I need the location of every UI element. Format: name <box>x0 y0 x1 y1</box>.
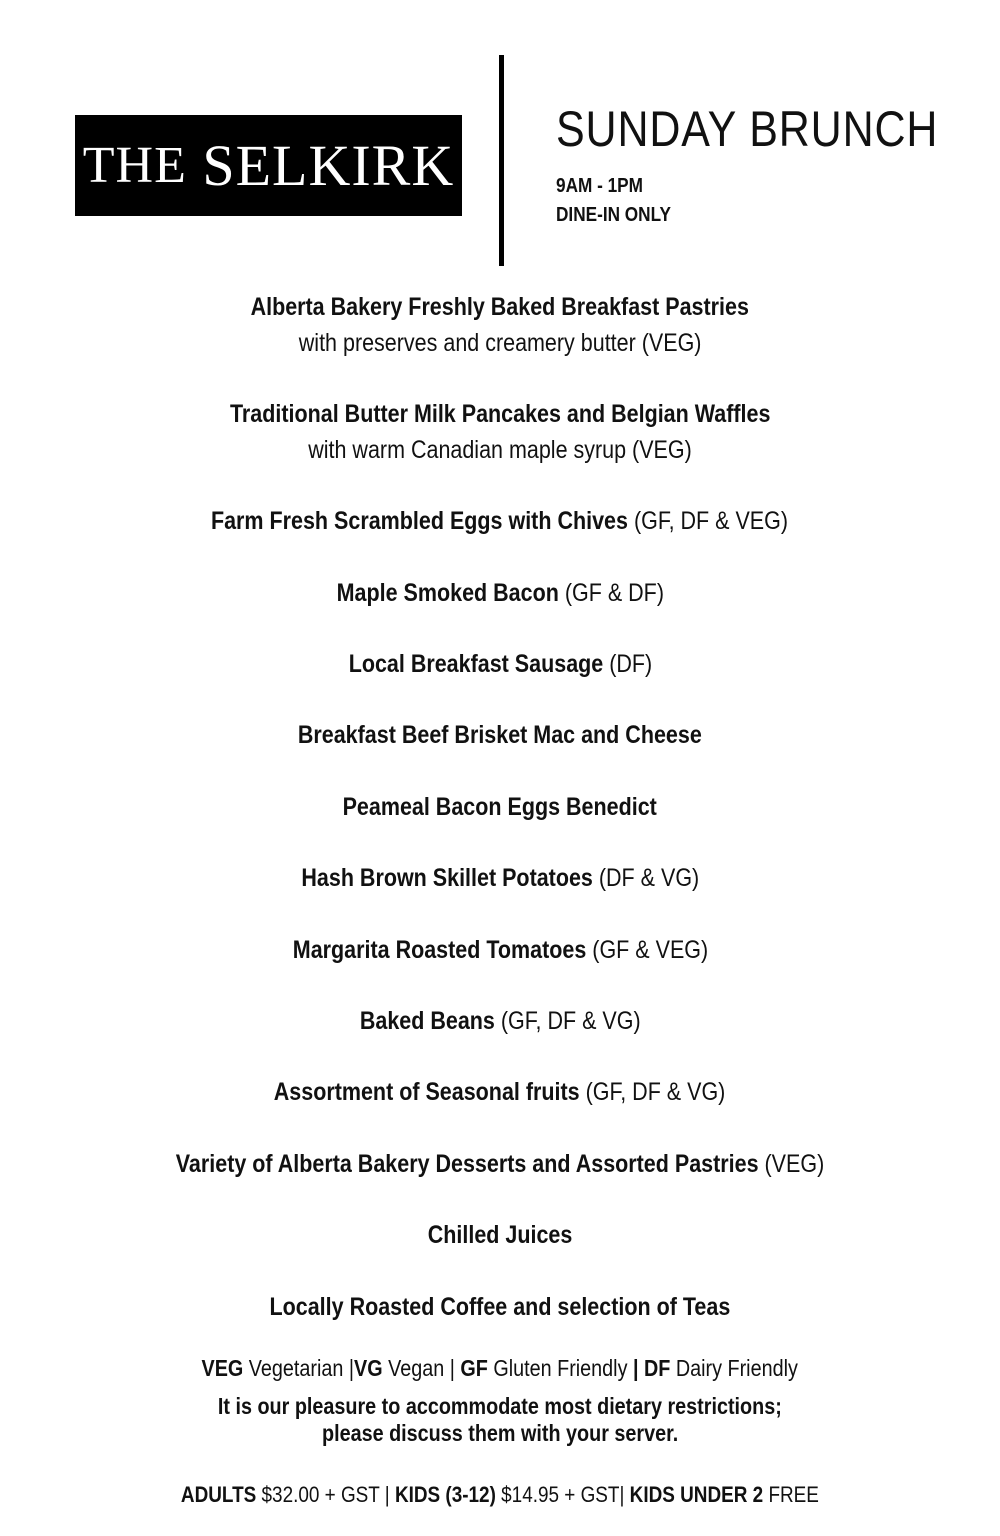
legend-df-text: Dairy Friendly <box>676 1355 799 1381</box>
menu-item-name: Variety of Alberta Bakery Desserts and Assorted Pastries <box>175 1150 759 1178</box>
menu-item <box>0 396 1000 468</box>
legend-gf-text: Gluten Friendly <box>493 1355 628 1381</box>
menu-item-dietary-tag: (DF & VG) <box>598 864 699 892</box>
dietary-note-line-1: It is our pleasure to accommodate most dietary restrictions; <box>218 1393 782 1419</box>
event-title: SUNDAY BRUNCH <box>556 101 939 157</box>
menu-item-description: with warm Canadian maple syrup (VEG) <box>308 436 692 464</box>
logo-word-the: THE <box>82 137 187 194</box>
dietary-note <box>0 1393 1000 1447</box>
menu-item <box>0 646 1000 682</box>
menu-item-dietary-tag: (GF & DF) <box>564 579 664 607</box>
menu-item-dietary-tag: (GF, DF & VG) <box>500 1007 641 1035</box>
menu-item-name: Peameal Bacon Eggs Benedict <box>342 793 658 821</box>
menu-item-dietary-tag: (GF, DF & VG) <box>586 1078 726 1106</box>
menu-item <box>0 1074 1000 1110</box>
legend-vg-code: VG <box>354 1355 383 1381</box>
menu-item-name: Local Breakfast Sausage <box>348 650 603 678</box>
menu-item <box>0 860 1000 896</box>
legend-vg-text: Vegan | <box>388 1355 456 1381</box>
menu-item-name: Breakfast Beef Brisket Mac and Cheese <box>298 721 702 749</box>
legend-gf-code: GF <box>460 1355 489 1381</box>
menu-item <box>0 932 1000 968</box>
price-kids-value: $14.95 + GST| <box>501 1482 625 1507</box>
menu-item-name: Maple Smoked Bacon <box>336 579 559 607</box>
menu-item <box>0 503 1000 539</box>
menu-item-dietary-tag: (VEG) <box>764 1150 825 1178</box>
legend-veg-code: VEG <box>201 1355 244 1381</box>
price-under2-label: KIDS UNDER 2 <box>629 1482 764 1507</box>
logo-word-selkirk: SELKIRK <box>202 133 455 198</box>
dietary-legend <box>0 1355 1000 1382</box>
header-divider <box>499 55 504 266</box>
menu-item-name: Margarita Roasted Tomatoes <box>292 936 586 964</box>
legend-df-code: | DF <box>633 1355 671 1381</box>
menu-item-name: Baked Beans <box>359 1007 495 1035</box>
menu-item <box>0 289 1000 361</box>
menu-item-name: Traditional Butter Milk Pancakes and Belgian Waffles <box>229 400 771 428</box>
price-under2-value: FREE <box>768 1482 819 1507</box>
menu-item <box>0 1217 1000 1253</box>
event-info <box>556 172 690 230</box>
menu-item-dietary-tag: (GF & VEG) <box>591 936 708 964</box>
menu-item-name: Locally Roasted Coffee and selection of Teas <box>269 1293 731 1321</box>
menu-item <box>0 789 1000 825</box>
menu-item-description: with preserves and creamery butter (VEG) <box>298 329 702 357</box>
event-service: DINE-IN ONLY <box>556 204 672 226</box>
menu-item <box>0 1146 1000 1182</box>
menu-item-name: Farm Fresh Scrambled Eggs with Chives <box>211 507 629 535</box>
dietary-note-line-2: please discuss them with your server. <box>321 1420 679 1446</box>
legend-veg-text: Vegetarian | <box>249 1355 355 1381</box>
menu-item-name: Assortment of Seasonal fruits <box>274 1078 581 1106</box>
menu-item-dietary-tag: (DF) <box>608 650 652 678</box>
menu-item-name: Alberta Bakery Freshly Baked Breakfast Pastries <box>250 293 750 321</box>
price-adults-value: $32.00 + GST | <box>261 1482 390 1507</box>
menu-item <box>0 1003 1000 1039</box>
price-kids-label: KIDS (3-12) <box>395 1482 496 1507</box>
selkirk-logo <box>75 115 462 216</box>
event-hours: 9AM - 1PM <box>556 175 643 197</box>
menu-item-name: Hash Brown Skillet Potatoes <box>301 864 593 892</box>
menu-item <box>0 575 1000 611</box>
menu-item-name: Chilled Juices <box>427 1221 573 1249</box>
menu-item <box>0 717 1000 753</box>
menu-item <box>0 1289 1000 1325</box>
price-adults-label: ADULTS <box>181 1482 257 1507</box>
menu-item-dietary-tag: (GF, DF & VEG) <box>634 507 789 535</box>
pricing <box>0 1482 1000 1508</box>
